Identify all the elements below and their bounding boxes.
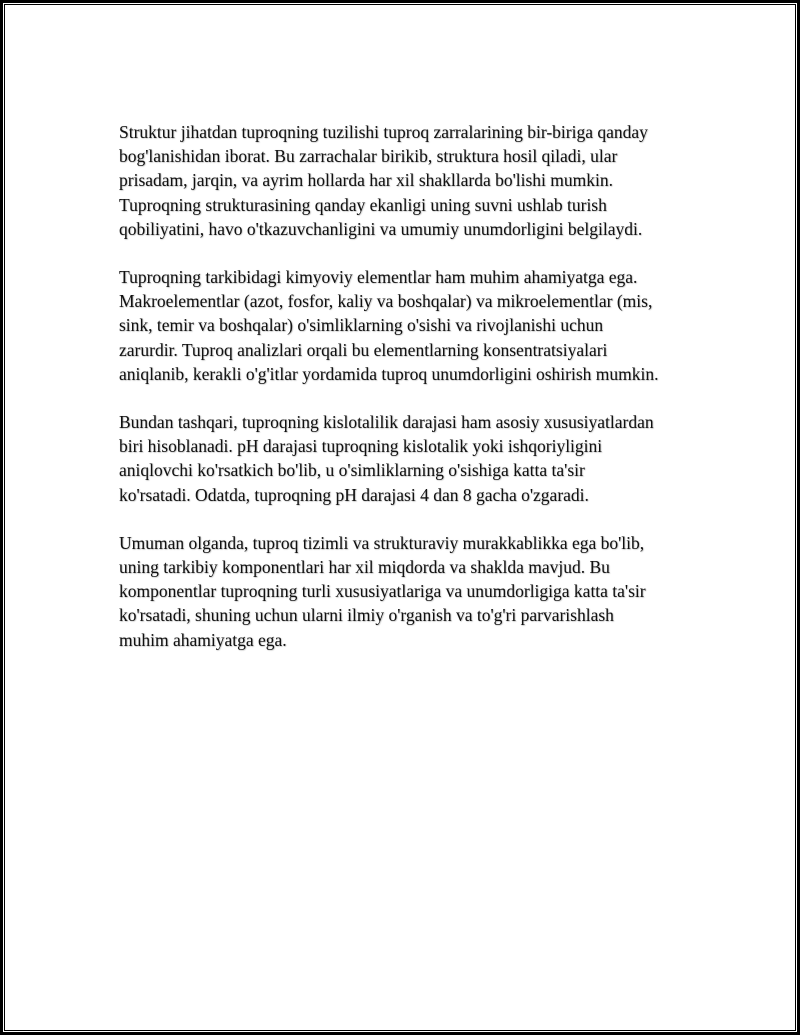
paragraph-soil-structure xyxy=(119,120,699,241)
text-line: ko'rsatadi, shuning uchun ularni ilmiy o'rganish va to'g'ri parvarishlash xyxy=(119,605,614,626)
text-line: zarurdir. Tuproq analizlari orqali bu elementlarning konsentratsiyalari xyxy=(119,339,608,360)
document-body xyxy=(119,120,699,676)
text-line: biri hisoblanadi. pH darajasi tuproqning kislotalik yoki ishqoriyligini xyxy=(119,436,603,457)
text-line: Tuproqning strukturasining qanday ekanligi uning suvni ushlab turish xyxy=(119,194,607,215)
text-line: uning tarkibiy komponentlari har xil miqdorda va shaklda mavjud. Bu xyxy=(119,557,610,578)
text-line: prisadam, jarqin, va ayrim hollarda har xil shakllarda bo'lishi mumkin. xyxy=(119,170,614,191)
text-line: komponentlar tuproqning turli xususiyatlariga va unumdorligiga katta ta'sir xyxy=(119,581,646,602)
text-line: Tuproqning tarkibidagi kimyoviy elementlar ham muhim ahamiyatga ega. xyxy=(119,267,638,288)
text-line: sink, temir va boshqalar) o'simliklarning o'sishi va rivojlanishi uchun xyxy=(119,315,604,336)
text-line: muhim ahamiyatga ega. xyxy=(119,629,287,650)
text-line: Umuman olganda, tuproq tizimli va strukturaviy murakkablikka ega bo'lib, xyxy=(119,532,645,553)
paragraph-conclusion xyxy=(119,531,699,652)
paragraph-chemical-elements xyxy=(119,265,699,386)
text-line: Makroelementlar (azot, fosfor, kaliy va boshqalar) va mikroelementlar (mis, xyxy=(119,291,653,312)
text-line: qobiliyatini, havo o'tkazuvchanligini va umumiy unumdorligini belgilaydi. xyxy=(119,218,643,239)
text-line: aniqlanib, kerakli o'g'itlar yordamida tuproq unumdorligini oshirish mumkin. xyxy=(119,363,659,384)
paragraph-acidity xyxy=(119,410,699,507)
text-line: aniqlovchi ko'rsatkich bo'lib, u o'simliklarning o'sishiga katta ta'sir xyxy=(119,460,585,481)
text-line: Bundan tashqari, tuproqning kislotalilik darajasi ham asosiy xususiyatlardan xyxy=(119,412,654,433)
text-line: ko'rsatadi. Odatda, tuproqning pH darajasi 4 dan 8 gacha o'zgaradi. xyxy=(119,484,589,505)
text-line: Struktur jihatdan tuproqning tuzilishi tuproq zarralarining bir-biriga qanday xyxy=(119,122,648,142)
text-line: bog'lanishidan iborat. Bu zarrachalar birikib, struktura hosil qiladi, ular xyxy=(119,146,618,167)
